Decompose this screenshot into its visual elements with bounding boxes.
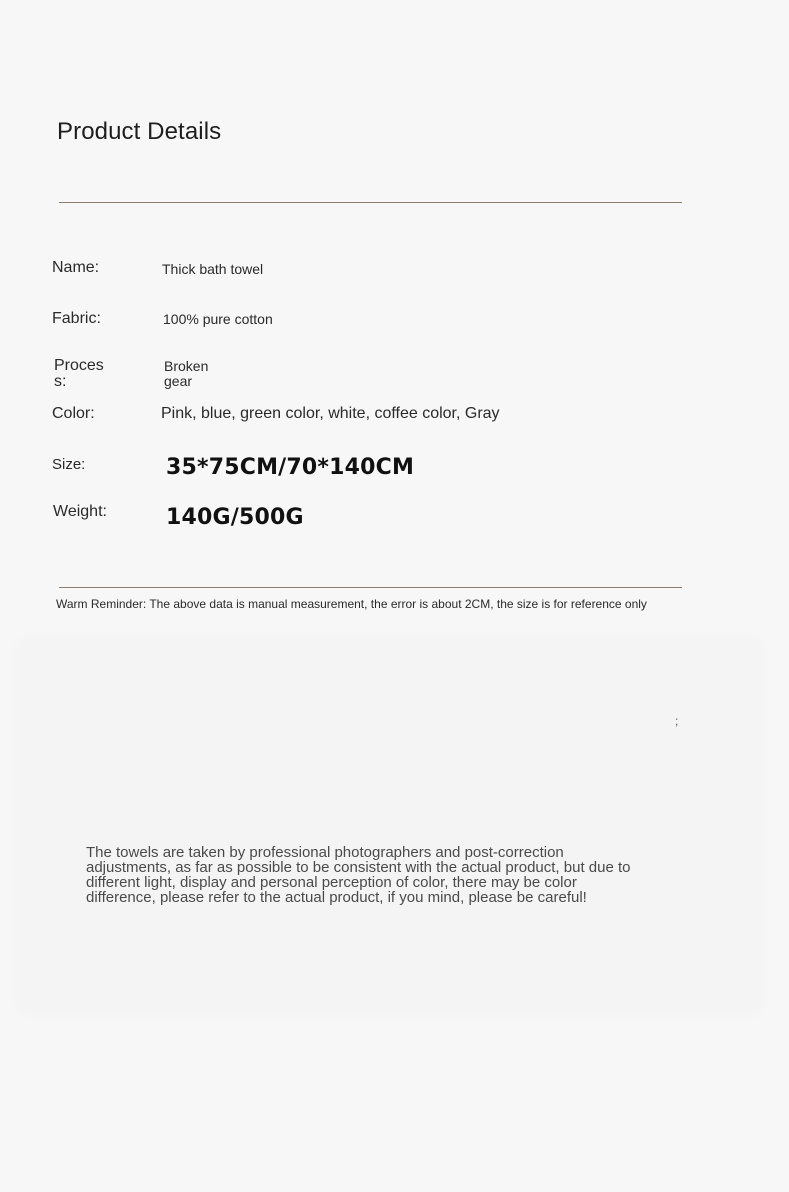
panel-mark: ; — [675, 714, 679, 728]
size-value: 35*75CM/70*140CM — [166, 455, 415, 480]
photo-note-panel — [20, 640, 760, 1012]
size-label: Size: — [52, 456, 86, 473]
top-divider — [59, 202, 682, 203]
page-title: Product Details — [57, 118, 222, 145]
name-label: Name: — [52, 259, 100, 276]
fabric-label: Fabric: — [52, 310, 101, 327]
fabric-value: 100% pure cotton — [163, 311, 273, 327]
weight-value: 140G/500G — [166, 505, 304, 530]
color-disclaimer: The towels are taken by professional photographers and post-correction adjustments, as far as possible to be consistent with the actual product, but due to different light, display and personal perception of color, there may be color difference, please refer to the actual product, if you mind, please be careful! — [86, 844, 631, 906]
color-label: Color: — [52, 405, 95, 422]
color-value: Pink, blue, green color, white, coffee color, Gray — [161, 405, 500, 422]
process-value: Broken gear — [164, 358, 209, 389]
weight-label: Weight: — [53, 503, 107, 520]
name-value: Thick bath towel — [162, 261, 264, 277]
bottom-divider — [59, 587, 682, 588]
warm-reminder: Warm Reminder: The above data is manual measurement, the error is about 2CM, the size is for reference only — [56, 597, 647, 611]
process-label: Process: — [54, 357, 104, 390]
